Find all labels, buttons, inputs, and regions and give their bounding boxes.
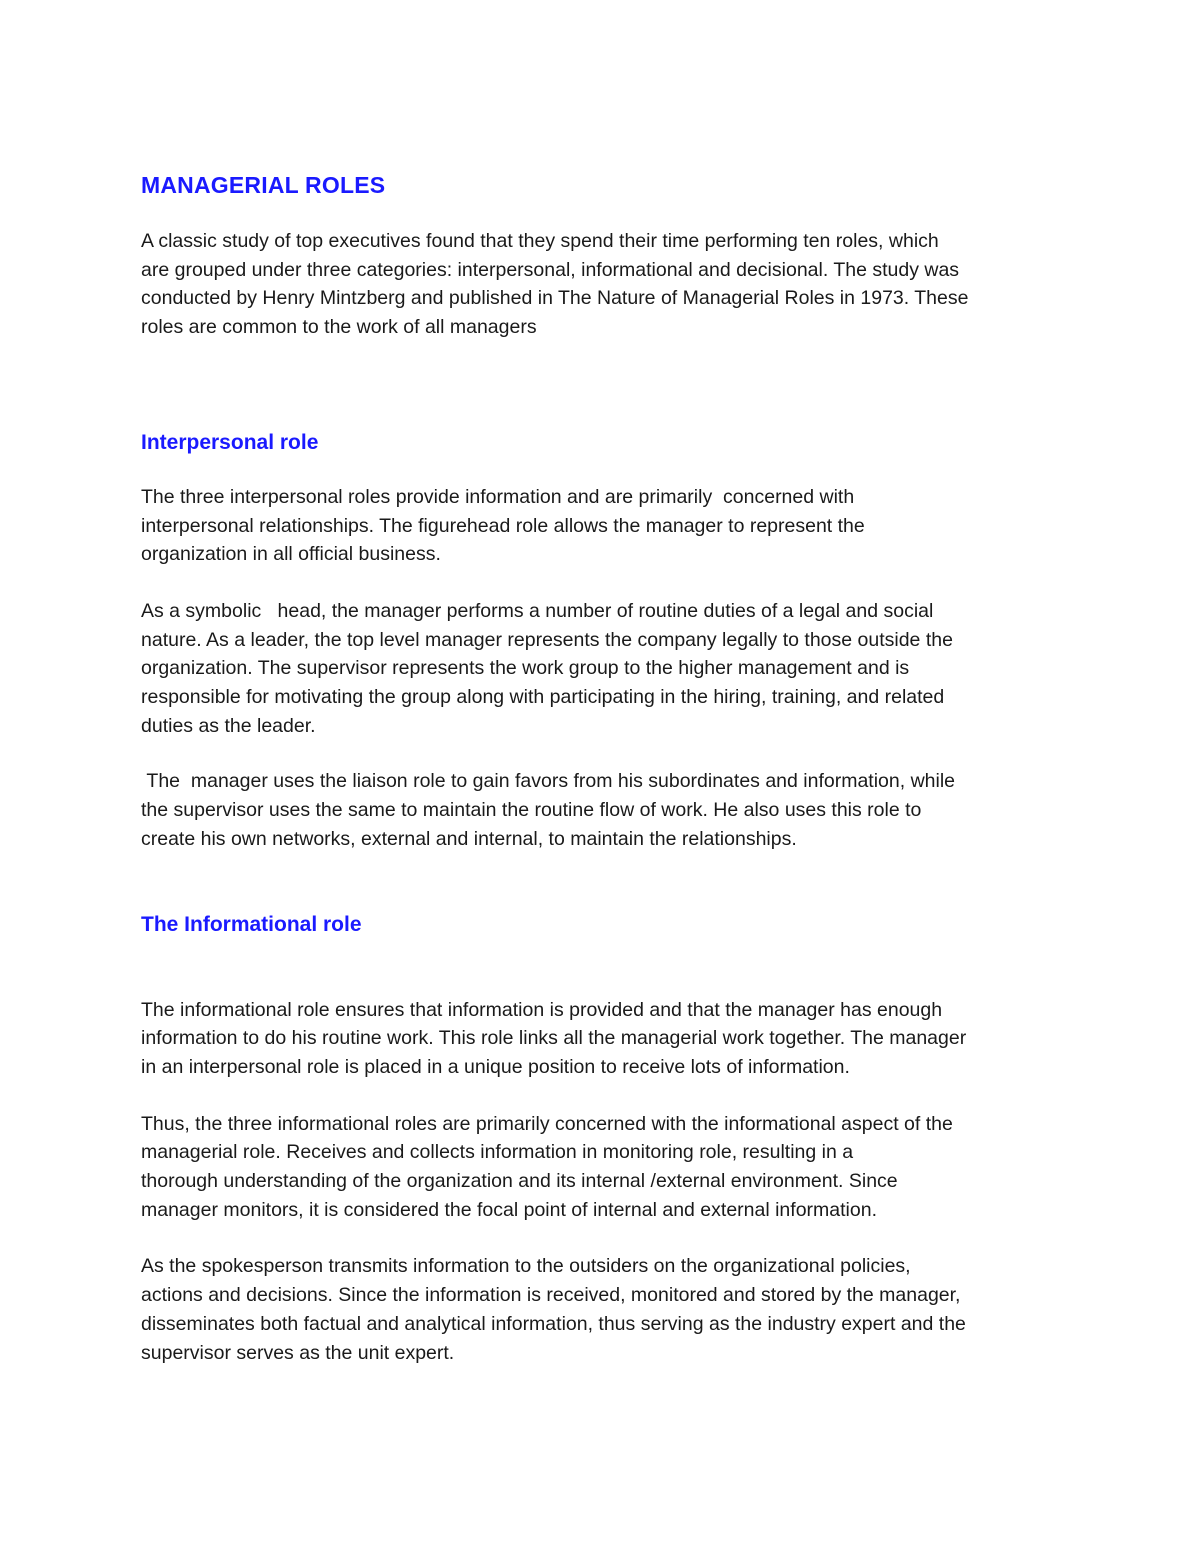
section-heading-interpersonal: Interpersonal role <box>141 430 319 454</box>
informational-paragraph-3: As the spokesperson transmits information to the outsiders on the organizational policies, actions and decisions. Since the information is received, monitored and stored by the manager, disseminates both factual and analytical information, thus serving as the industry expert and the supervisor serves as the unit expert. <box>141 1255 966 1364</box>
interpersonal-paragraph-2: As a symbolic head, the manager performs a number of routine duties of a legal and social nature. As a leader, the top level manager represents the company legally to those outside the organization. The supervisor represents the work group to the higher management and is responsible for motivating the group along with participating in the hiring, training, and related duties as the leader. <box>141 599 953 737</box>
intro-paragraph: A classic study of top executives found that they spend their time performing ten roles, which are grouped under three categories: interpersonal, informational and decisional. The study was conducted by Henry Mintzberg and published in The Nature of Managerial Roles in 1973. These roles are common to the work of all managers <box>141 230 969 339</box>
informational-paragraph-1: The informational role ensures that information is provided and that the manager has enough information to do his routine work. This role links all the managerial work together. The manager in an interpersonal role is placed in a unique position to receive lots of information. <box>141 998 967 1078</box>
interpersonal-paragraph-3: The manager uses the liaison role to gain favors from his subordinates and information, while the supervisor uses the same to maintain the routine flow of work. He also uses this role to create his own networks, external and internal, to maintain the relationships. <box>141 770 956 850</box>
document-page <box>141 166 1071 1367</box>
document-title: MANAGERIAL ROLES <box>141 172 386 198</box>
informational-paragraph-2: Thus, the three informational roles are primarily concerned with the informational aspect of the managerial role. Receives and collects information in monitoring role, resulting in a thorough understanding of the organization and its internal /external environment. Since manager monitors, it is considered the focal point of internal and external information. <box>141 1112 953 1221</box>
section-heading-informational: The Informational role <box>141 912 362 936</box>
interpersonal-paragraph-1: The three interpersonal roles provide information and are primarily concerned with interpersonal relationships. The figurehead role allows the manager to represent the organization in all official business. <box>141 485 865 566</box>
